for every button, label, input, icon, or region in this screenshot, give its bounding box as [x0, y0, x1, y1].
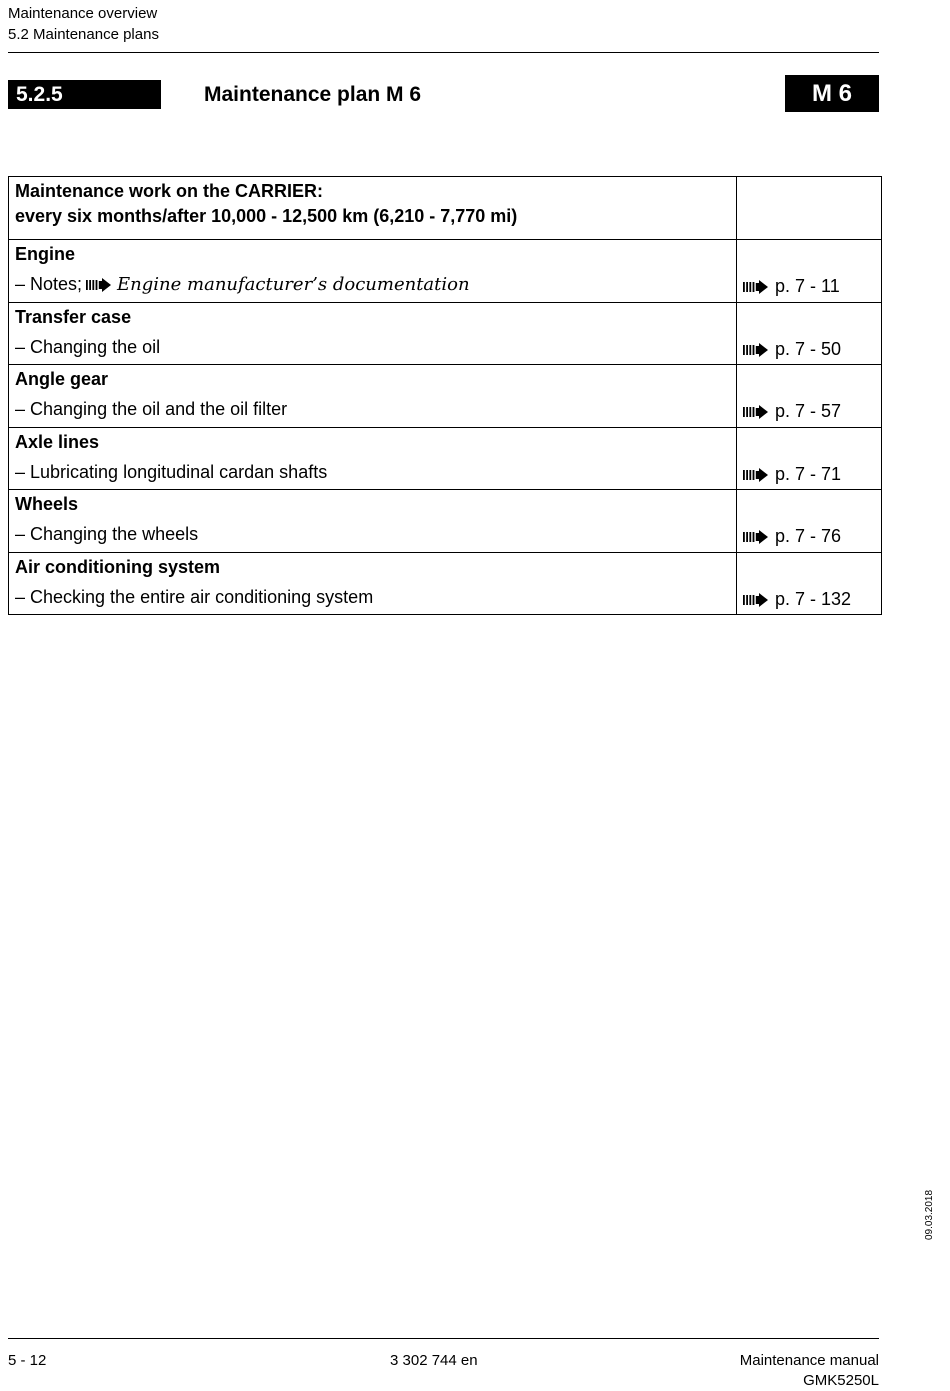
- page-reference-cell: [737, 427, 882, 490]
- table-header-cell: [9, 177, 737, 240]
- table-row: [9, 490, 882, 553]
- task-cell: [9, 490, 737, 553]
- page-reference-cell: [737, 302, 882, 365]
- reference-arrow-icon: [743, 468, 769, 482]
- reference-arrow-icon: [743, 405, 769, 419]
- page-reference-cell: [737, 240, 882, 303]
- page-reference[interactable]: [743, 461, 841, 487]
- page-reference-cell: [737, 552, 882, 615]
- reference-arrow-icon: [743, 530, 769, 544]
- page-reference[interactable]: [743, 273, 840, 299]
- table-heading-line1: Maintenance work on the CARRIER:: [15, 181, 324, 201]
- manufacturer-doc-reference: Engine manufacturer’s documentation: [117, 274, 470, 295]
- reference-arrow-icon: [743, 593, 769, 607]
- section-number: 5.2.5: [8, 80, 161, 109]
- footer-manual-info: [740, 1351, 879, 1391]
- footer-page-number: 5 - 12: [8, 1352, 47, 1369]
- component-title: Angle gear: [15, 369, 109, 389]
- task-description: – Changing the oil and the oil filter: [15, 399, 288, 419]
- component-title: Air conditioning system: [15, 556, 221, 577]
- table-header-empty-cell: [737, 177, 882, 240]
- component-title: Engine: [15, 244, 76, 264]
- reference-arrow-icon: [743, 343, 769, 357]
- footer-manual-title: Maintenance manual: [739, 1352, 879, 1369]
- page-reference[interactable]: [743, 586, 851, 612]
- task-description: – Changing the oil: [15, 336, 161, 357]
- table-heading-line2: every six months/after 10,000 - 12,500 km (6,210 - 7,770 mi): [15, 206, 518, 226]
- task-cell: [9, 552, 737, 615]
- table-header-row: [9, 177, 882, 240]
- task-description: – Checking the entire air conditioning system: [15, 586, 374, 607]
- running-header: [8, 3, 159, 45]
- task-description: – Changing the wheels: [15, 524, 199, 544]
- reference-arrow-icon: [743, 280, 769, 294]
- task-cell: [9, 240, 737, 303]
- page-title: Maintenance plan M 6: [204, 83, 422, 106]
- running-header-section: 5.2 Maintenance plans: [8, 26, 159, 43]
- header-divider: [8, 52, 879, 53]
- page-reference[interactable]: [743, 336, 841, 362]
- task-description: – Lubricating longitudinal cardan shafts: [15, 461, 328, 482]
- component-title: Transfer case: [15, 306, 132, 327]
- table-row: [9, 240, 882, 303]
- page-reference-cell: [737, 490, 882, 553]
- page-reference-text: p. 7 - 76: [775, 526, 842, 546]
- reference-arrow-icon: [86, 278, 112, 292]
- table-row: [9, 365, 882, 428]
- running-header-chapter: Maintenance overview: [8, 5, 158, 22]
- task-cell: [9, 302, 737, 365]
- plan-badge: M 6: [785, 75, 879, 112]
- task-cell: [9, 427, 737, 490]
- page-reference-text: p. 7 - 11: [775, 276, 840, 296]
- side-date-stamp: 09.03.2018: [924, 1189, 935, 1240]
- page-reference-cell: [737, 365, 882, 428]
- task-cell: [9, 365, 737, 428]
- component-title: Wheels: [15, 494, 79, 514]
- table-row: [9, 552, 882, 615]
- page-reference[interactable]: [743, 398, 841, 424]
- footer-divider: [8, 1338, 879, 1339]
- task-prefix: – Notes;: [15, 274, 83, 294]
- page-reference-text: p. 7 - 57: [775, 401, 842, 421]
- footer-model: GMK5250L: [803, 1372, 879, 1389]
- component-title: Axle lines: [15, 431, 100, 452]
- task-description: [15, 271, 730, 298]
- page-reference-text: p. 7 - 50: [775, 338, 842, 359]
- table-row: [9, 427, 882, 490]
- page-reference-text: p. 7 - 132: [775, 588, 852, 609]
- page-reference-text: p. 7 - 71: [775, 463, 842, 484]
- table-row: [9, 302, 882, 365]
- page-reference[interactable]: [743, 523, 841, 549]
- footer-document-number: 3 302 744 en: [390, 1352, 478, 1369]
- maintenance-plan-table: [8, 176, 882, 615]
